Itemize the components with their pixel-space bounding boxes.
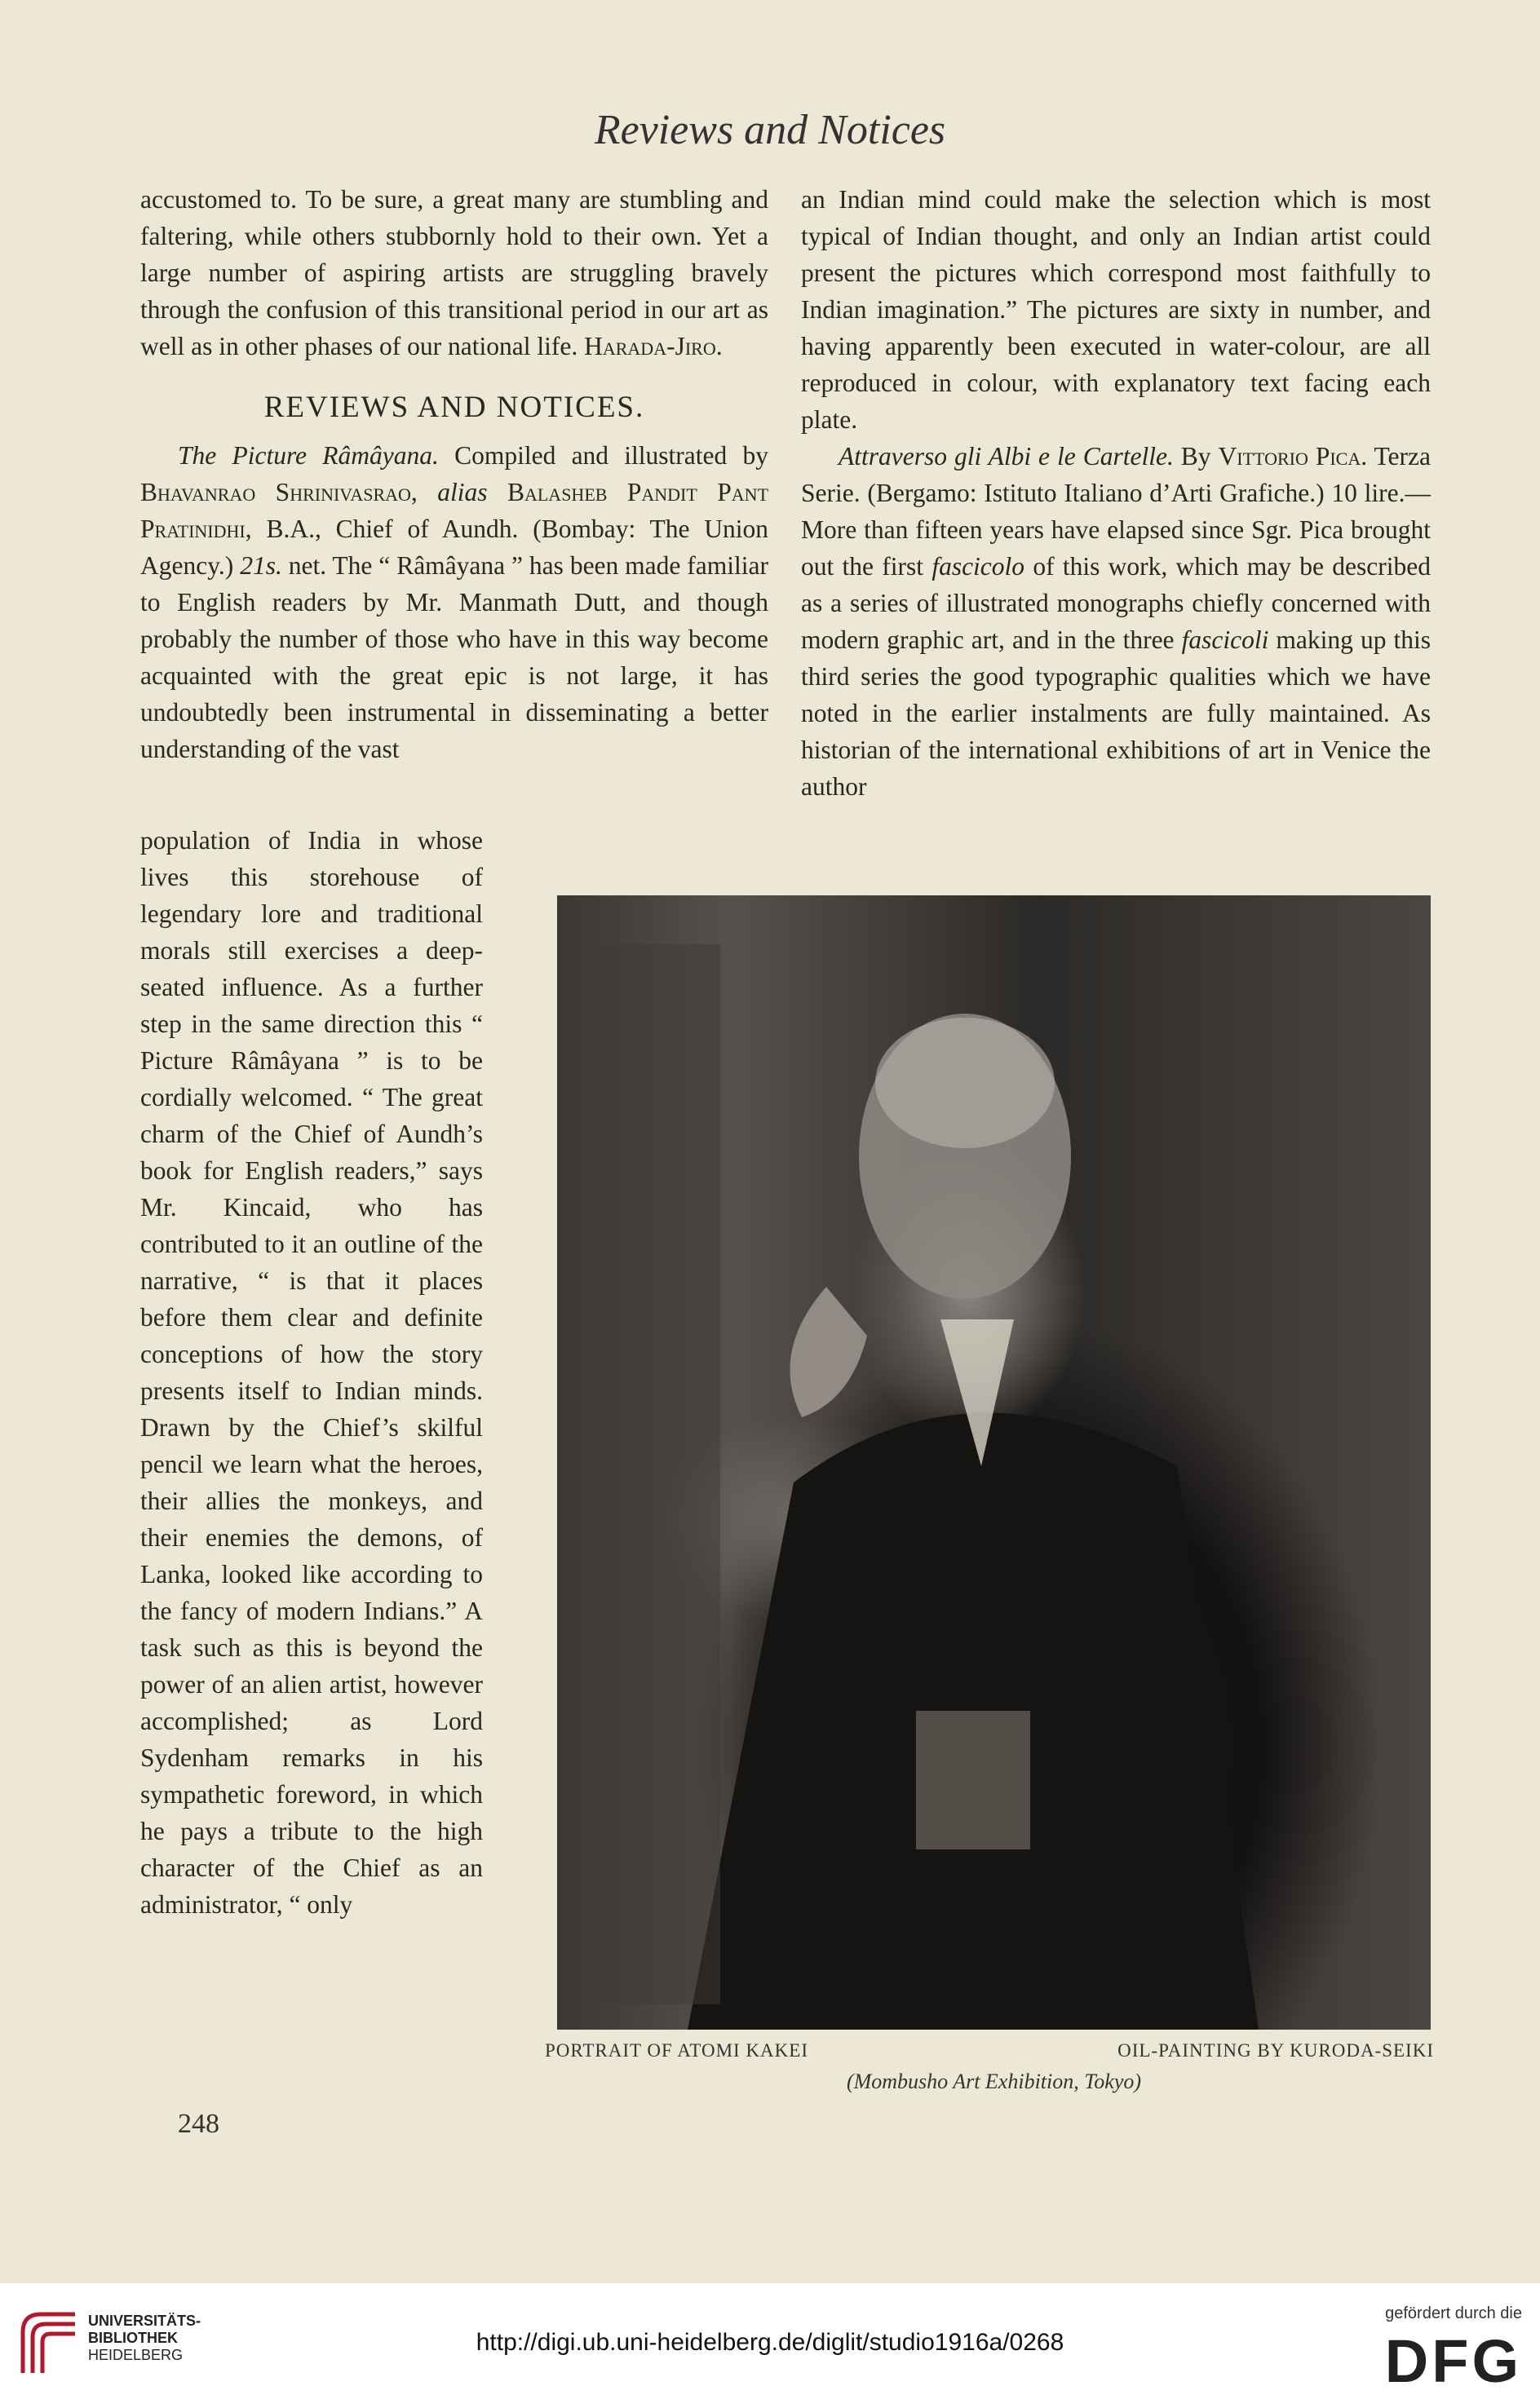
review-author: Bhavanrao Shrinivasrao,: [140, 478, 418, 506]
author-signature: Harada-Jiro.: [584, 332, 723, 360]
left-column: [140, 181, 768, 767]
permalink-url[interactable]: http://digi.ub.uni-heidelberg.de/diglit/studio1916a/0268: [476, 2329, 1064, 2356]
caption-source: (Mombusho Art Exhibition, Tokyo): [846, 2070, 1142, 2093]
review-title: Attraverso gli Albi e le Cartelle.: [839, 442, 1174, 471]
review-text: Compiled and illustrated by: [454, 441, 768, 470]
italic-term: fascicoli: [1181, 625, 1269, 654]
caption-title: PORTRAIT OF ATOMI KAKEI: [545, 2040, 808, 2061]
dfg-logo: DFG: [1384, 2327, 1522, 2395]
portrait-figure-shapes: [557, 895, 1431, 2030]
review-alias: alias: [437, 478, 488, 506]
narrow-paragraph: population of India in whose lives this storehouse of legendary lore and traditional morals still exercises a deep-seated influence. As a further step in the same direction this “ Picture Râmâyana ” is to be cordially welcomed. “ The great charm of the Chief of Aundh’s book for English readers,” says Mr. Kincaid, who has contributed to it an outline of the narrative, “ is that it places before them clear and definite conceptions of how the story presents itself to Indian minds. Drawn by the Chief’s skilful pencil we learn what the heroes, their allies the monkeys, and their enemies the demons, of Lanka, looked like according to the fancy of modern Indians.” A task such as this is beyond the power of an alien artist, however accomplished; as Lord Sydenham remarks in his sympathetic foreword, in which he pays a tribute to the high character of the Chief as an administrator, “ only: [140, 826, 483, 1919]
library-name-line: HEIDELBERG: [88, 2347, 184, 2363]
paragraph-text: accustomed to. To be sure, a great many are stumbling and faltering, while others stubbornly hold to their own. Yet a large number of aspiring artists are struggling bravely through the confusion of this transitional period in our art as well as in other phases of our national life.: [140, 185, 768, 360]
review-text: net. The “ Râmâyana ” has been made familiar to English readers by Mr. Manmath Dutt, and though probably the number of those who have in this way become acquainted with the great epic is not large, it has undoubtedly been instrumental in disseminating a better understanding of the vast: [140, 551, 768, 763]
review-text: By: [1180, 442, 1211, 471]
portrait-illustration: [557, 895, 1431, 2030]
review-author-alias: Balasheb Pandit Pant Pratinidhi,: [140, 478, 769, 543]
library-name-line: BIBLIOTHEK: [88, 2330, 178, 2346]
caption-credit: OIL-PAINTING BY KURODA-SEIKI: [1117, 2040, 1434, 2061]
review-text: Terza Serie. (Bergamo: Istituto Italiano d’Arti Grafiche.) 10 lire.—More than fifteen years have elapsed since Sgr. Pica brought out the first: [801, 442, 1431, 581]
digitization-footer: [0, 2283, 1540, 2408]
review-author: Vittorio Pica.: [1218, 442, 1368, 471]
library-name-line: UNIVERSITÄTS-: [88, 2313, 201, 2329]
review-text: B.A., Chief of Aundh. (Bombay: The Union Agency.): [140, 515, 768, 580]
page-number: 248: [178, 2109, 219, 2139]
review-title: The Picture Râmâyana.: [178, 441, 439, 470]
review-text: making up this third series the good typographic qualities which we have noted in the earlier instalments are fully maintained. As historian of the international exhibitions of art in Venice the author: [801, 625, 1432, 801]
paragraph: [140, 181, 768, 365]
review-price: 21s.: [240, 551, 282, 580]
running-head: Reviews and Notices: [594, 107, 946, 153]
right-column: [801, 181, 1431, 805]
funded-by-label: gefördert durch die: [1385, 2304, 1522, 2322]
italic-term: fascicolo: [932, 552, 1025, 581]
narrow-column: [140, 822, 483, 1923]
review-text: of this work, which may be described as a series of illustrated monographs chiefly concerned with modern graphic art, and in the three: [801, 552, 1431, 654]
section-heading: REVIEWS AND NOTICES.: [263, 391, 645, 424]
paragraph: an Indian mind could make the selection which is most typical of Indian thought, and only an Indian artist could present the pictures which correspond most faithfully to Indian imagination.” The pictures are sixty in number, and having apparently been executed in water-colour, are all reproduced in colour, with explanatory text facing each plate.: [801, 185, 1431, 434]
review-paragraph: [140, 437, 768, 767]
review-paragraph: [801, 438, 1431, 805]
